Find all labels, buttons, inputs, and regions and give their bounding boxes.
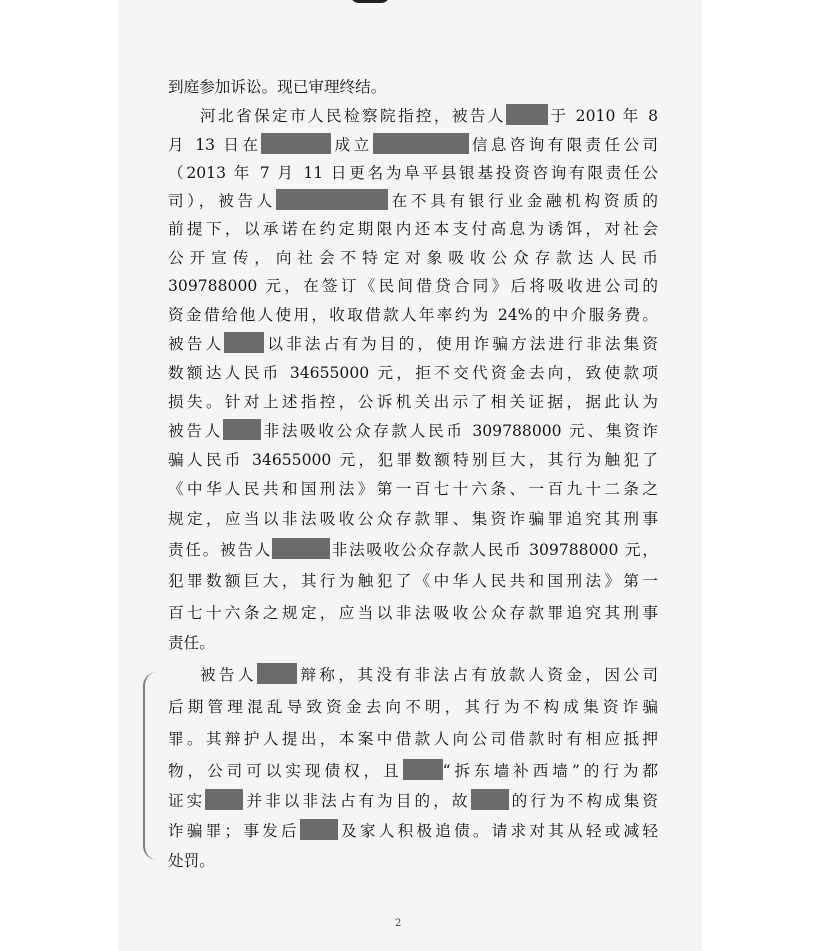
handwritten-bracket — [143, 672, 159, 860]
left-margin — [0, 0, 118, 951]
redaction — [471, 789, 509, 810]
text-line: 规定，应当以非法吸收公众存款罪、集资诈骗罪追究其刑事 — [168, 510, 658, 528]
text-line: 证实 并非以非法占有为目的，故 的行为不构成集资 — [168, 786, 658, 816]
text-line: 公开宣传，向社会不特定对象吸收公众存款达人民币 — [168, 249, 658, 267]
text-line: 被告人 非法吸收公众存款人民币 309788000 元、集资诈 — [168, 416, 658, 446]
redaction — [224, 332, 264, 353]
right-margin — [702, 0, 821, 951]
text-line: 物，公司可以实现债权，且 “拆东墙补西墙”的行为都 — [168, 756, 658, 786]
text-line: 骗人民币 34655000 元，犯罪数额特别巨大，其行为触犯了 — [168, 451, 658, 469]
redaction — [373, 133, 469, 154]
page-number: 2 — [395, 918, 402, 929]
text-line: （2013 年 7 月 11 日更名为阜平县银基投资咨询有限责任公 — [168, 164, 658, 182]
text-line: 处罚。 — [168, 852, 215, 870]
text-line: 损失。针对上述指控，公诉机关出示了相关证据，据此认为 — [168, 393, 658, 411]
redaction — [272, 538, 330, 559]
redaction — [257, 663, 297, 684]
text-line: 责任。被告人 非法吸收公众存款人民币 309788000 元， — [168, 535, 658, 565]
redaction — [276, 189, 388, 210]
text-line: 犯罪数额巨大，其行为触犯了《中华人民共和国刑法》第一 — [168, 572, 658, 590]
text-line: 资金借给他人使用，收取借款人年率约为 24%的中介服务费。 — [168, 306, 658, 324]
text-line: 月 13 日在 成立 信息咨询有限责任公司 — [168, 130, 658, 160]
redaction — [300, 819, 338, 840]
text-line: 诈骗罪；事发后 及家人积极追债。请求对其从轻或减轻 — [168, 816, 658, 846]
redaction — [261, 133, 331, 154]
text-line: 被告人 以非法占有为目的，使用诈骗方法进行非法集资 — [168, 329, 658, 359]
text-line: 被告人 辩称，其没有非法占有放款人资金，因公司 — [200, 660, 658, 690]
text-line: 数额达人民币 34655000 元，拒不交代资金去向，致使款项 — [168, 364, 658, 382]
text-line: 责任。 — [168, 634, 215, 652]
redaction — [506, 104, 548, 125]
text-line: 百七十六条之规定，应当以非法吸收公众存款罪追究其刑事 — [168, 604, 658, 622]
text-line: 后期管理混乱导致资金去向不明，其行为不构成集资诈骗 — [168, 698, 658, 716]
text-line: 河北省保定市人民检察院指控，被告人 于 2010 年 8 — [200, 101, 658, 131]
redaction — [223, 419, 261, 440]
text-line: 前提下，以承诺在约定期限内还本支付高息为诱饵，对社会 — [168, 220, 658, 238]
redaction — [205, 789, 243, 810]
text-line: 到庭参加诉讼。现已审理终结。 — [168, 78, 387, 96]
redaction — [403, 759, 443, 780]
text-line: 罪。其辩护人提出，本案中借款人向公司借款时有相应抵押 — [168, 730, 658, 748]
text-line: 《中华人民共和国刑法》第一百七十六条、一百九十二条之 — [168, 480, 658, 498]
text-line: 309788000 元，在签订《民间借贷合同》后将吸收进公司的 — [168, 277, 658, 295]
text-line: 司），被告人 在不具有银行业金融机构资质的 — [168, 186, 658, 216]
